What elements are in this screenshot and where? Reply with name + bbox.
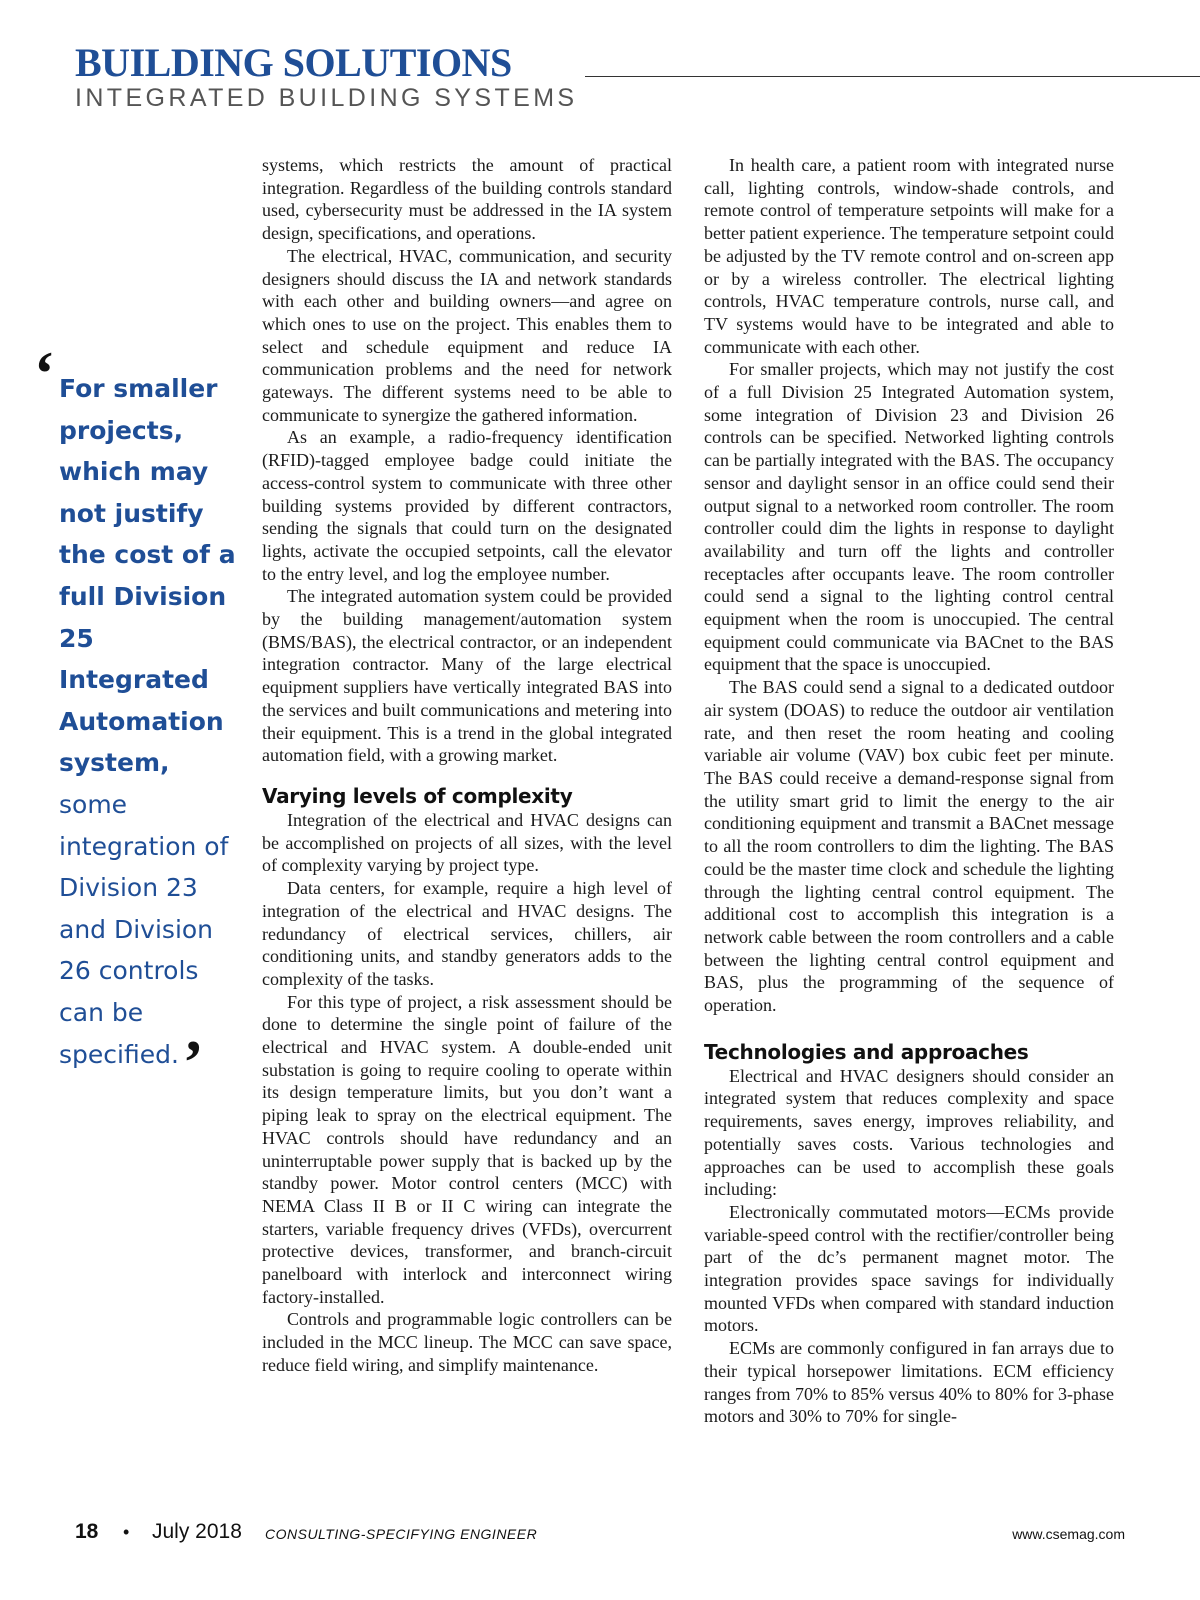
paragraph: The electrical, HVAC, communication, and security designers should discuss the IA and network standards with each other and building owners—and agree on which ones to use on the project. This enables them to select and schedule equipment and reduce IA communication problems and the need for network gateways. The different systems need to be able to communicate to synergize the gathered information. — [262, 245, 672, 425]
article-column-2 — [704, 154, 1114, 1428]
pull-quote — [34, 340, 238, 1097]
pull-quote-text: some integration of Division 23 and Division 26 controls can be specified. — [59, 789, 229, 1069]
subheading-technologies: Technologies and approaches — [704, 1039, 1029, 1064]
subheading-varying-levels: Varying levels of complexity — [262, 783, 573, 808]
footer-bullet: • — [123, 1522, 130, 1542]
paragraph: Electrical and HVAC designers should consider an integrated system that reduces complexity and space requirements, saves energy, improves reliability, and potentially saves costs. Various technologies and approaches can be used to accomplish these goals including: — [704, 1065, 1114, 1200]
paragraph: Data centers, for example, require a high level of integration of the electrical and HVAC designs. The redundancy of electrical services, chillers, air conditioning units, and standby generators adds to the complexity of the tasks. — [262, 878, 672, 989]
page-number: 18 — [75, 1520, 99, 1543]
paragraph: systems, which restricts the amount of practical integration. Regardless of the building controls standard used, cybersecurity must be addressed in the IA system design, specifications, and operations. — [262, 155, 672, 244]
magazine-url: www.csemag.com — [1012, 1526, 1125, 1542]
paragraph: As an example, a radio-frequency identification (RFID)-tagged employee badge could initiate the access-control system to communicate with three other building systems provided by different contractors, sending the signals that could turn on the designated lights, activate the occupied setpoints, call the elevator to the entry level, and log the employee number. — [262, 427, 672, 584]
article-column-1 — [262, 154, 672, 1377]
page-footer — [75, 1518, 1125, 1548]
paragraph: Controls and programmable logic controllers can be included in the MCC lineup. The MCC can save space, reduce field wiring, and simplify maintenance. — [262, 1309, 672, 1375]
paragraph: In health care, a patient room with integrated nurse call, lighting controls, window-shade controls, and remote control of temperature setpoints will make for a better patient experience. The temperature setpoint could be adjusted by the TV remote control and on-screen app or by a wireless controller. The electrical lighting controls, HVAC temperature controls, nurse call, and TV systems would have to be integrated and able to communicate with each other. — [704, 155, 1114, 357]
pull-quote-bold-text: For smaller projects, which may not justify the cost of a full Division 25 Integrated Automation system, — [59, 374, 236, 778]
magazine-name: CONSULTING-SPECIFYING ENGINEER — [265, 1526, 538, 1542]
section-subtitle: INTEGRATED BUILDING SYSTEMS — [75, 84, 578, 112]
close-quote-mark: ’ — [182, 1028, 204, 1097]
paragraph: ECMs are commonly configured in fan arrays due to their typical horsepower limitations. ECM efficiency ranges from 70% to 85% versus 40% to 80% for 3-phase motors and 30% to 70% for single- — [704, 1338, 1114, 1427]
open-quote-mark: ‘ — [34, 340, 55, 408]
paragraph: Integration of the electrical and HVAC designs can be accomplished on projects of all sizes, with the level of complexity varying by project type. — [262, 809, 672, 876]
paragraph: For this type of project, a risk assessment should be done to determine the single point of failure of the electrical and HVAC system. A double-ended unit substation is going to require cooling to operate within its design temperature limits, but you don’t want a piping leak to spray on the electrical equipment. The HVAC controls should have redundancy and an uninterruptable power supply that is backed up by the standby power. Motor control centers (MCC) with NEMA Class II B or II C wiring can integrate the starters, variable frequency drives (VFDs), overcurrent protective devices, transformer, and branch-circuit panelboard with interlock and interconnect wiring factory-installed. — [262, 991, 672, 1307]
paragraph: Electronically commutated motors—ECMs provide variable-speed control with the rectifier/controller being part of the dc’s permanent magnet motor. The integration provides space savings for individually mounted VFDs when compared with standard induction motors. — [704, 1201, 1114, 1336]
paragraph: The BAS could send a signal to a dedicated outdoor air system (DOAS) to reduce the outdoor air ventilation rate, and then reset the room heating and cooling variable air volume (VAV) box cubic feet per minute. The BAS could receive a demand-response signal from the utility smart grid to limit the energy to the air conditioning equipment and transmit a BACnet message to all the room controllers to dim the lighting. The BAS could be the master time clock and schedule the lighting through the lighting central control equipment. The additional cost to accomplish this integration is a network cable between the room controllers and a cable between the lighting central control equipment and BAS, plus the programming of the sequence of operation. — [704, 677, 1114, 1016]
header-rule — [585, 76, 1200, 77]
page-header — [75, 38, 1200, 112]
section-title: BUILDING SOLUTIONS — [75, 40, 512, 85]
paragraph: The integrated automation system could be provided by the building management/automation system (BMS/BAS), the electrical contractor, or an independent integration contractor. Many of the large electrical equipment suppliers have vertically integrated BAS into the services and built communications and metering into their equipment. This is a trend in the global integrated automation field, with a growing market. — [262, 586, 672, 766]
issue-date: July 2018 — [152, 1520, 242, 1543]
paragraph: For smaller projects, which may not justify the cost of a full Division 25 Integrated Automation system, some integration of Division 23 and Division 26 controls can be specified. Networked lighting controls can be partially integrated with the BAS. The occupancy sensor and daylight sensor in an office could send their output signal to a networked room controller. The room controller could dim the lights in response to daylight availability and turn off the lights and controller receptacles after occupants leave. The room controller could send a signal to the lighting control central equipment when the room is unoccupied. The central equipment could communicate via BACnet to the BAS equipment that the space is unoccupied. — [704, 359, 1114, 675]
